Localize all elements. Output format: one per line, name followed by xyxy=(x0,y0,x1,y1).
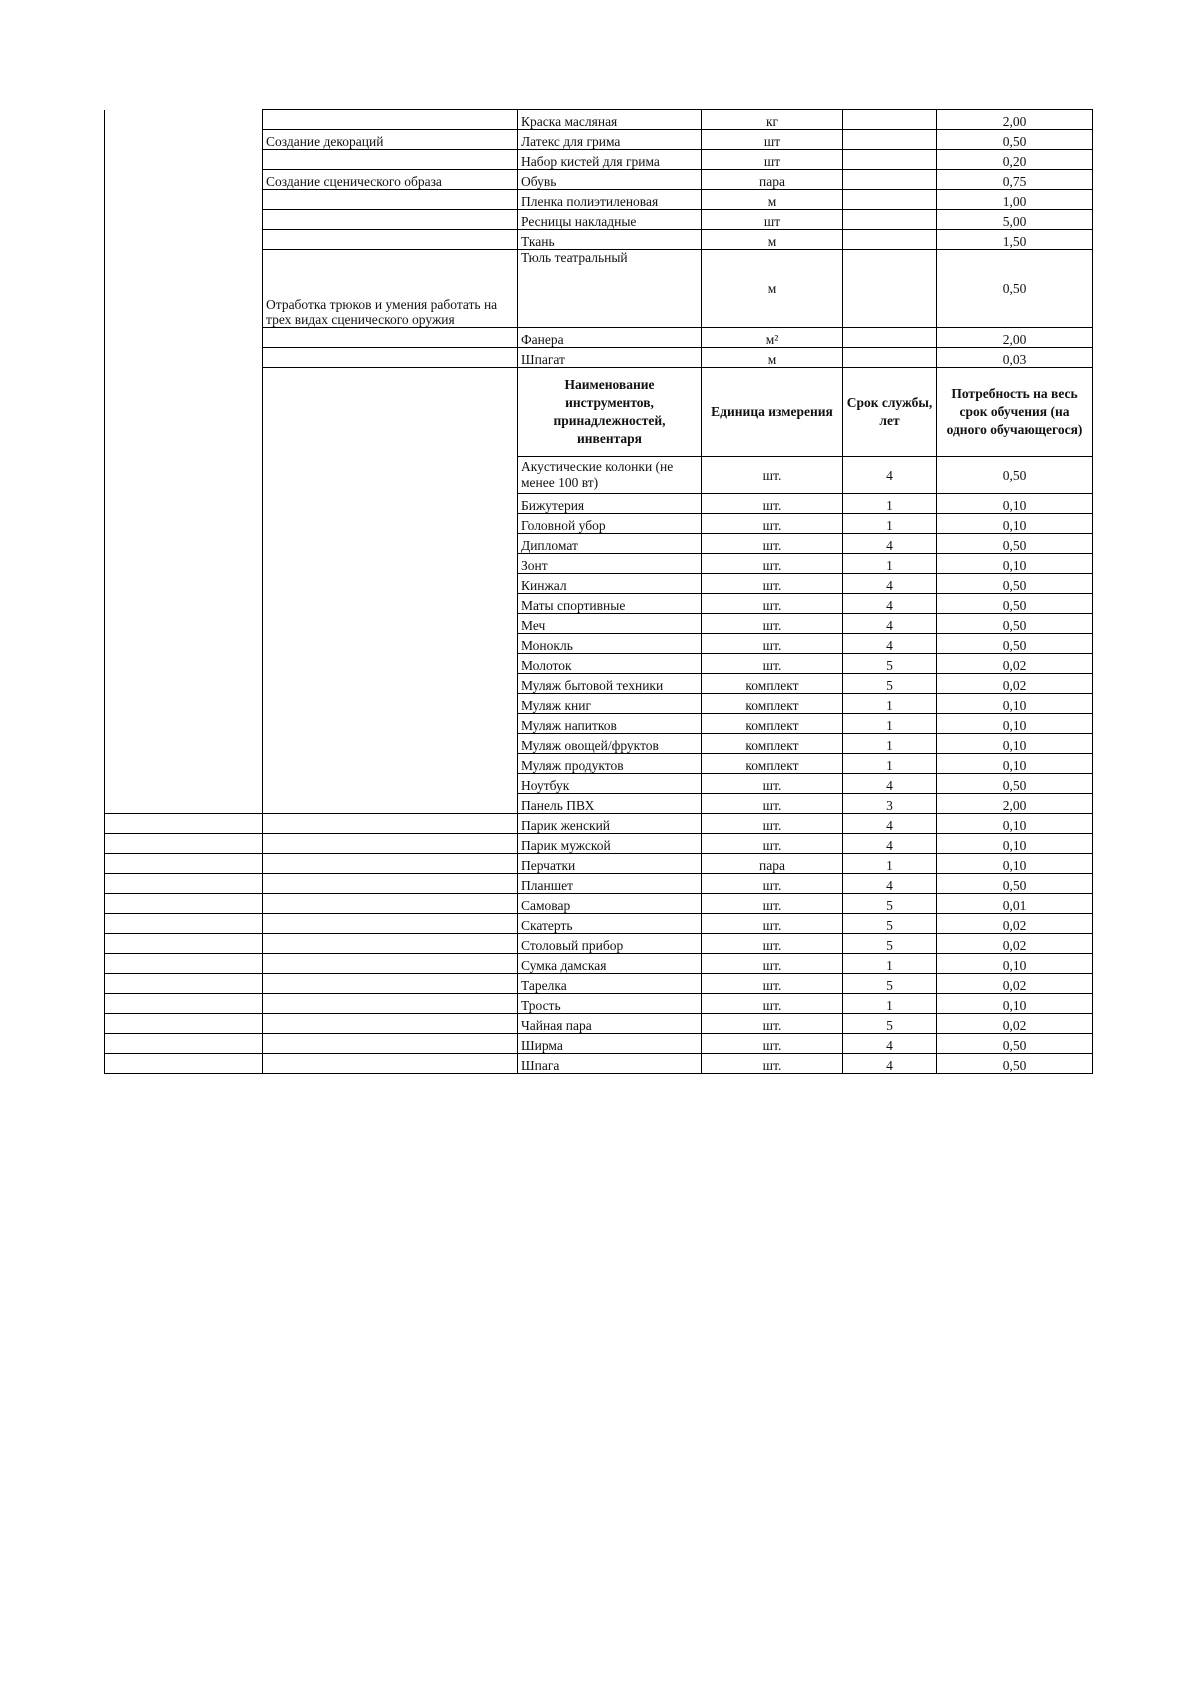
section-cell xyxy=(263,1034,518,1054)
need-cell: 0,02 xyxy=(937,914,1093,934)
section-cell xyxy=(263,348,518,368)
need-cell: 0,02 xyxy=(937,1014,1093,1034)
term-cell: 5 xyxy=(843,1014,937,1034)
need-cell: 0,02 xyxy=(937,934,1093,954)
item-name-cell: Муляж бытовой техники xyxy=(518,674,702,694)
table-body xyxy=(105,110,1093,1074)
tool-row xyxy=(105,834,1093,854)
left-margin-cell xyxy=(105,1054,263,1074)
need-cell: 0,50 xyxy=(937,634,1093,654)
term-cell: 4 xyxy=(843,874,937,894)
need-cell: 0,50 xyxy=(937,774,1093,794)
term-cell xyxy=(843,190,937,210)
need-cell: 0,02 xyxy=(937,674,1093,694)
left-margin-cell xyxy=(105,914,263,934)
unit-cell: м xyxy=(702,230,843,250)
left-margin-cell xyxy=(105,854,263,874)
need-cell: 0,50 xyxy=(937,574,1093,594)
item-name-cell: Кинжал xyxy=(518,574,702,594)
header-need: Потребность на весь срок обучения (на одного обучающегося) xyxy=(937,368,1093,457)
term-cell: 1 xyxy=(843,694,937,714)
unit-cell: комплект xyxy=(702,754,843,774)
tool-row xyxy=(105,894,1093,914)
tool-row xyxy=(105,994,1093,1014)
term-cell: 1 xyxy=(843,994,937,1014)
item-name-cell: Молоток xyxy=(518,654,702,674)
unit-cell: шт. xyxy=(702,834,843,854)
unit-cell: кг xyxy=(702,110,843,130)
section-cell: Отработка трюков и умения работать на трех видах сценического оружия xyxy=(263,250,518,328)
item-name-cell: Шпага xyxy=(518,1054,702,1074)
item-name-cell: Муляж книг xyxy=(518,694,702,714)
left-margin-cell xyxy=(105,974,263,994)
materials-table xyxy=(104,109,1093,1074)
term-cell: 5 xyxy=(843,914,937,934)
term-cell: 4 xyxy=(843,1034,937,1054)
item-name-cell: Дипломат xyxy=(518,534,702,554)
term-cell: 4 xyxy=(843,534,937,554)
section-cell xyxy=(263,210,518,230)
term-cell: 1 xyxy=(843,514,937,534)
section-cell xyxy=(263,914,518,934)
term-cell: 4 xyxy=(843,614,937,634)
tool-row xyxy=(105,814,1093,834)
item-name-cell: Столовый прибор xyxy=(518,934,702,954)
header-term: Срок службы, лет xyxy=(843,368,937,457)
item-name-cell: Акустические колонки (не менее 100 вт) xyxy=(518,457,702,494)
section-cell: Создание декораций xyxy=(263,130,518,150)
term-cell xyxy=(843,348,937,368)
need-cell: 0,10 xyxy=(937,834,1093,854)
item-name-cell: Тарелка xyxy=(518,974,702,994)
item-name-cell: Парик мужской xyxy=(518,834,702,854)
term-cell xyxy=(843,150,937,170)
item-name-cell: Ткань xyxy=(518,230,702,250)
unit-cell: комплект xyxy=(702,714,843,734)
section-cell xyxy=(263,974,518,994)
need-cell: 0,50 xyxy=(937,457,1093,494)
unit-cell: шт. xyxy=(702,934,843,954)
term-cell xyxy=(843,170,937,190)
left-margin-cell xyxy=(105,954,263,974)
term-cell: 4 xyxy=(843,1054,937,1074)
item-name-cell: Трость xyxy=(518,994,702,1014)
unit-cell: м² xyxy=(702,328,843,348)
item-name-cell: Скатерть xyxy=(518,914,702,934)
need-cell: 2,00 xyxy=(937,328,1093,348)
item-name-cell: Панель ПВХ xyxy=(518,794,702,814)
item-name-cell: Шпагат xyxy=(518,348,702,368)
item-name-cell: Муляж овощей/фруктов xyxy=(518,734,702,754)
term-cell: 4 xyxy=(843,774,937,794)
unit-cell: шт. xyxy=(702,494,843,514)
unit-cell: шт xyxy=(702,210,843,230)
unit-cell: м xyxy=(702,348,843,368)
item-name-cell: Ширма xyxy=(518,1034,702,1054)
term-cell: 4 xyxy=(843,634,937,654)
section-cell xyxy=(263,110,518,130)
term-cell: 1 xyxy=(843,554,937,574)
item-name-cell: Меч xyxy=(518,614,702,634)
section-cell xyxy=(263,328,518,348)
item-name-cell: Тюль театральный xyxy=(518,250,702,328)
unit-cell: шт. xyxy=(702,874,843,894)
term-cell: 4 xyxy=(843,814,937,834)
unit-cell: м xyxy=(702,250,843,328)
section-cell xyxy=(263,854,518,874)
term-cell: 1 xyxy=(843,854,937,874)
term-cell: 5 xyxy=(843,894,937,914)
need-cell: 0,20 xyxy=(937,150,1093,170)
left-margin-cell xyxy=(105,1034,263,1054)
unit-cell: м xyxy=(702,190,843,210)
item-name-cell: Монокль xyxy=(518,634,702,654)
tool-row xyxy=(105,934,1093,954)
need-cell: 1,50 xyxy=(937,230,1093,250)
unit-cell: шт. xyxy=(702,1054,843,1074)
term-cell: 5 xyxy=(843,674,937,694)
item-name-cell: Маты спортивные xyxy=(518,594,702,614)
need-cell: 0,50 xyxy=(937,874,1093,894)
unit-cell: комплект xyxy=(702,734,843,754)
unit-cell: шт. xyxy=(702,614,843,634)
unit-cell: шт. xyxy=(702,514,843,534)
unit-cell: шт. xyxy=(702,574,843,594)
term-cell xyxy=(843,110,937,130)
unit-cell: шт. xyxy=(702,894,843,914)
left-margin-cell xyxy=(105,814,263,834)
item-name-cell: Парик женский xyxy=(518,814,702,834)
left-margin-cell xyxy=(105,994,263,1014)
need-cell: 0,10 xyxy=(937,994,1093,1014)
item-name-cell: Пленка полиэтиленовая xyxy=(518,190,702,210)
section-cell xyxy=(263,934,518,954)
need-cell: 0,50 xyxy=(937,1034,1093,1054)
unit-cell: комплект xyxy=(702,674,843,694)
left-margin-cell xyxy=(105,1014,263,1034)
item-name-cell: Обувь xyxy=(518,170,702,190)
need-cell: 0,10 xyxy=(937,714,1093,734)
term-cell xyxy=(843,130,937,150)
item-name-cell: Ресницы накладные xyxy=(518,210,702,230)
tool-row xyxy=(105,914,1093,934)
term-cell xyxy=(843,328,937,348)
unit-cell: пара xyxy=(702,170,843,190)
need-cell: 2,00 xyxy=(937,794,1093,814)
unit-cell: шт xyxy=(702,130,843,150)
need-cell: 0,10 xyxy=(937,754,1093,774)
unit-cell: шт. xyxy=(702,634,843,654)
section-cell xyxy=(263,814,518,834)
tool-row xyxy=(105,974,1093,994)
item-name-cell: Перчатки xyxy=(518,854,702,874)
tool-row xyxy=(105,854,1093,874)
tool-row xyxy=(105,874,1093,894)
term-cell: 4 xyxy=(843,834,937,854)
item-name-cell: Ноутбук xyxy=(518,774,702,794)
item-name-cell: Чайная пара xyxy=(518,1014,702,1034)
term-cell: 5 xyxy=(843,654,937,674)
item-name-cell: Бижутерия xyxy=(518,494,702,514)
unit-cell: шт. xyxy=(702,457,843,494)
unit-cell: шт. xyxy=(702,594,843,614)
section-cell xyxy=(263,834,518,854)
term-cell: 1 xyxy=(843,954,937,974)
need-cell: 0,01 xyxy=(937,894,1093,914)
section-cell xyxy=(263,874,518,894)
term-cell: 1 xyxy=(843,714,937,734)
item-name-cell: Набор кистей для грима xyxy=(518,150,702,170)
term-cell xyxy=(843,210,937,230)
term-cell xyxy=(843,230,937,250)
unit-cell: шт. xyxy=(702,1034,843,1054)
unit-cell: шт. xyxy=(702,654,843,674)
left-margin-cell xyxy=(105,110,263,814)
item-name-cell: Муляж напитков xyxy=(518,714,702,734)
left-margin-cell xyxy=(105,934,263,954)
need-cell: 0,10 xyxy=(937,854,1093,874)
need-cell: 0,50 xyxy=(937,534,1093,554)
unit-cell: шт. xyxy=(702,554,843,574)
term-cell: 5 xyxy=(843,974,937,994)
section-cell: Создание сценического образа xyxy=(263,170,518,190)
section-cell xyxy=(263,368,518,814)
term-cell: 4 xyxy=(843,574,937,594)
section-cell xyxy=(263,994,518,1014)
left-margin-cell xyxy=(105,874,263,894)
section-cell xyxy=(263,1054,518,1074)
term-cell: 3 xyxy=(843,794,937,814)
section-cell xyxy=(263,150,518,170)
left-margin-cell xyxy=(105,894,263,914)
item-name-cell: Самовар xyxy=(518,894,702,914)
need-cell: 0,10 xyxy=(937,814,1093,834)
need-cell: 0,10 xyxy=(937,954,1093,974)
term-cell: 4 xyxy=(843,457,937,494)
item-name-cell: Краска масляная xyxy=(518,110,702,130)
need-cell: 0,50 xyxy=(937,594,1093,614)
term-cell: 4 xyxy=(843,594,937,614)
tool-row xyxy=(105,1014,1093,1034)
unit-cell: шт. xyxy=(702,954,843,974)
need-cell: 0,10 xyxy=(937,554,1093,574)
unit-cell: шт. xyxy=(702,914,843,934)
item-name-cell: Зонт xyxy=(518,554,702,574)
need-cell: 5,00 xyxy=(937,210,1093,230)
tool-row xyxy=(105,1034,1093,1054)
need-cell: 0,50 xyxy=(937,1054,1093,1074)
unit-cell: шт. xyxy=(702,1014,843,1034)
section-cell xyxy=(263,230,518,250)
section-cell xyxy=(263,894,518,914)
need-cell: 0,50 xyxy=(937,250,1093,328)
unit-cell: шт. xyxy=(702,774,843,794)
unit-cell: шт. xyxy=(702,814,843,834)
material-row xyxy=(105,110,1093,130)
unit-cell: пара xyxy=(702,854,843,874)
term-cell: 1 xyxy=(843,734,937,754)
item-name-cell: Сумка дамская xyxy=(518,954,702,974)
unit-cell: комплект xyxy=(702,694,843,714)
item-name-cell: Головной убор xyxy=(518,514,702,534)
need-cell: 0,10 xyxy=(937,694,1093,714)
need-cell: 0,03 xyxy=(937,348,1093,368)
item-name-cell: Планшет xyxy=(518,874,702,894)
tool-row xyxy=(105,1054,1093,1074)
left-margin-cell xyxy=(105,834,263,854)
need-cell: 0,10 xyxy=(937,494,1093,514)
unit-cell: шт. xyxy=(702,974,843,994)
unit-cell: шт. xyxy=(702,534,843,554)
header-unit: Единица измерения xyxy=(702,368,843,457)
tool-row xyxy=(105,954,1093,974)
section-cell xyxy=(263,190,518,210)
need-cell: 0,10 xyxy=(937,734,1093,754)
unit-cell: шт xyxy=(702,150,843,170)
need-cell: 2,00 xyxy=(937,110,1093,130)
need-cell: 0,75 xyxy=(937,170,1093,190)
need-cell: 1,00 xyxy=(937,190,1093,210)
item-name-cell: Фанера xyxy=(518,328,702,348)
need-cell: 0,50 xyxy=(937,130,1093,150)
need-cell: 0,50 xyxy=(937,614,1093,634)
term-cell: 5 xyxy=(843,934,937,954)
term-cell: 1 xyxy=(843,494,937,514)
item-name-cell: Муляж продуктов xyxy=(518,754,702,774)
unit-cell: шт. xyxy=(702,794,843,814)
term-cell xyxy=(843,250,937,328)
need-cell: 0,02 xyxy=(937,654,1093,674)
section-cell xyxy=(263,954,518,974)
item-name-cell: Латекс для грима xyxy=(518,130,702,150)
need-cell: 0,02 xyxy=(937,974,1093,994)
header-name: Наименование инструментов, принадлежностей, инвентаря xyxy=(518,368,702,457)
section-cell xyxy=(263,1014,518,1034)
term-cell: 1 xyxy=(843,754,937,774)
unit-cell: шт. xyxy=(702,994,843,1014)
need-cell: 0,10 xyxy=(937,514,1093,534)
